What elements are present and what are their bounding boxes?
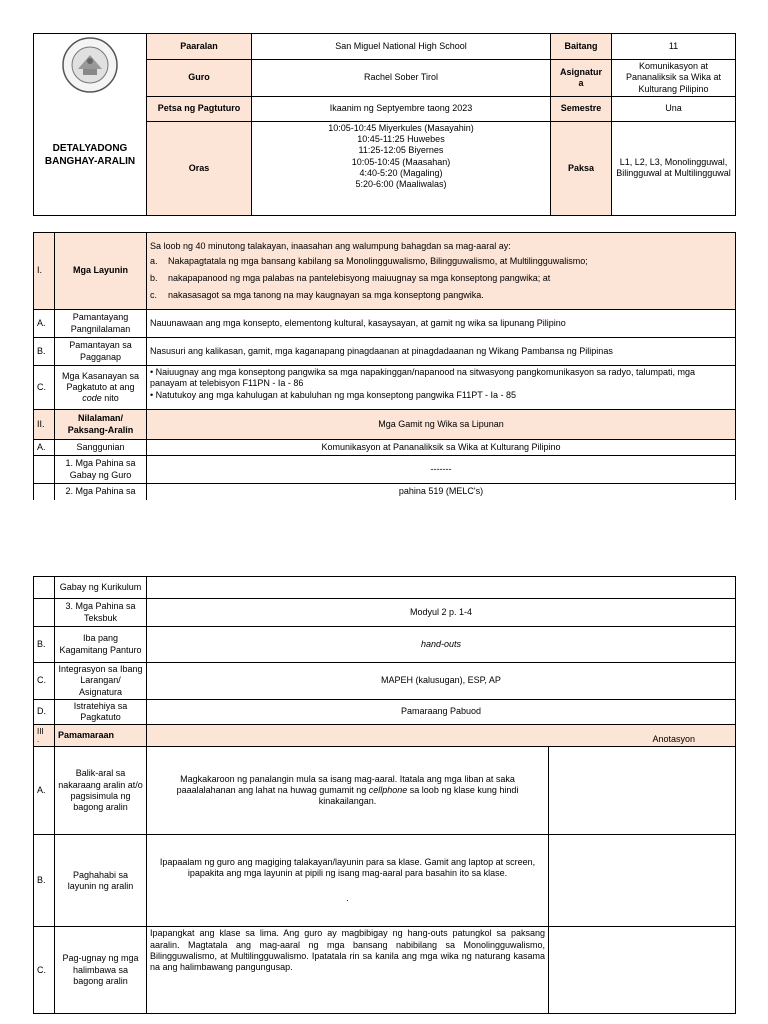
objectives-intro: Sa loob ng 40 minutong talakayan, inaasahan ang walumpung bahagdan sa mag-aaral ay:: [150, 240, 511, 251]
time-label: Oras: [147, 121, 252, 215]
teacher-label: Guro: [147, 60, 252, 97]
lesson-table-page2: [33, 576, 736, 1014]
performance-standard-value: Nasusuri ang kalikasan, gamit, mga kaganapang pinagdaanan at pinagdadaanan ng Wikang Pambansa ng Pilipinas: [147, 338, 736, 366]
deped-seal-icon: [50, 35, 130, 95]
date-label: Petsa ng Pagtuturo: [147, 96, 252, 121]
content-standard-label: Pamantayang Pangnilalaman: [55, 310, 147, 338]
textbook-pages-value: Modyul 2 p. 1-4: [147, 599, 736, 627]
empty-cell: [34, 484, 55, 500]
objectives-label: Mga Layunin: [55, 233, 147, 310]
teacher-guide-pages-value: -------: [147, 456, 736, 484]
date-value: Ikaanim ng Septyembre taong 2023: [252, 96, 551, 121]
content-standard-num: A.: [34, 310, 55, 338]
curriculum-guide-pages-label: 2. Mga Pahina sa: [55, 484, 147, 500]
procedure-num: III .: [34, 725, 55, 747]
performance-standard-label: Pamantayan sa Pagganap: [55, 338, 147, 366]
school-label: Paaralan: [147, 34, 252, 60]
references-value: Komunikasyon at Pananaliksik sa Wika at Kulturang Pilipino: [147, 440, 736, 456]
competency-item: • Naiuugnay ang mga konseptong pangwika sa mga napakinggan/napanood na sitwasyong pangkomunikasyon sa radyo, talumpati, mga panayam at telebisyon F11PN - Ia - 86: [150, 367, 696, 389]
semester-label: Semestre: [551, 96, 612, 121]
review-annotation: [549, 747, 736, 835]
empty-cell: [34, 599, 55, 627]
objectives-num: I.: [34, 233, 55, 310]
lesson-table-page1: [33, 232, 736, 500]
subject-label: Asignatur a: [551, 60, 612, 97]
subject-value: Komunikasyon at Pananaliksik sa Wika at Kulturang Pilipino: [612, 60, 736, 97]
objective-item: b. nakapapanood ng mga palabas na pantelebisyong maiuugnay sa mga konseptong pangwika; at: [150, 273, 551, 283]
purpose-annotation: [549, 835, 736, 927]
deped-seal: [34, 34, 147, 97]
content-label: Nilalaman/ Paksang-Aralin: [55, 410, 147, 440]
semester-value: Una: [612, 96, 736, 121]
grade-label: Baitang: [551, 34, 612, 60]
review-num: A.: [34, 747, 55, 835]
curriculum-guide-value-cont: [147, 577, 736, 599]
purpose-value: Ipapaalam ng guro ang magiging talakayan/layunin para sa klase. Gamit ang laptop at screen, ipapakita ang mga layunin at pipili ng isang mag-aaral para basahin ito sa klase. .: [147, 835, 549, 927]
curriculum-guide-label-cont: Gabay ng Kurikulum: [55, 577, 147, 599]
other-materials-label: Iba pang Kagamitang Panturo: [55, 627, 147, 663]
performance-standard-num: B.: [34, 338, 55, 366]
examples-value: Ipapangkat ang klase sa lima. Ang guro ay magbibigay ng hang-outs patungkol sa paksang aaralin. Magtatala ang mag-aaral ng mga bansang nabibilang sa Monolingguwalismo, Bilingguwalismo, at Multilingguwalismo. Ipatatala rin sa kanila ang mga wika ng naturang kasama na ang halimbawang pangungusap.: [147, 927, 549, 1014]
objective-item: c. nakasasagot sa mga tanong na may kaugnayan sa mga konseptong pangwika.: [150, 290, 484, 301]
topic-label: Paksa: [551, 121, 612, 215]
review-label: Balik-aral sa nakaraang aralin at/o pagsisimula ng bagong aralin: [55, 747, 147, 835]
examples-num: C.: [34, 927, 55, 1014]
purpose-label: Paghahabi sa layunin ng aralin: [55, 835, 147, 927]
content-standard-value: Nauunawaan ang mga konsepto, elementong kultural, kasaysayan, at gamit ng wika sa lipunang Pilipino: [147, 310, 736, 338]
references-label: Sanggunian: [55, 440, 147, 456]
objectives-content: [147, 233, 736, 310]
review-value: Magkakaroon ng panalangin mula sa isang mag-aaral. Itatala ang mga liban at saka paaalalahanan ang lahat na huwag gumamit ng cellphone sa loob ng klase kung hindi kinakailangan.: [147, 747, 549, 835]
competencies-num: C.: [34, 366, 55, 410]
other-materials-num: B.: [34, 627, 55, 663]
school-value: San Miguel National High School: [252, 34, 551, 60]
empty-cell: [34, 456, 55, 484]
annotation-header: Anotasyon: [147, 725, 736, 747]
examples-annotation: [549, 927, 736, 1014]
strategy-label: Istratehiya sa Pagkatuto: [55, 699, 147, 725]
teacher-guide-pages-label: 1. Mga Pahina sa Gabay ng Guro: [55, 456, 147, 484]
competency-item: • Natutukoy ang mga kahulugan at kabuluhan ng mga konseptong pangwika F11PT - Ia - 85: [150, 389, 517, 400]
strategy-num: D.: [34, 699, 55, 725]
content-num: II.: [34, 410, 55, 440]
header-table: [33, 33, 736, 216]
doc-title: DETALYADONG BANGHAY-ARALIN: [34, 96, 147, 215]
integration-num: C.: [34, 663, 55, 700]
time-value: 10:05-10:45 Miyerkules (Masayahin) 10:45-11:25 Huwebes 11:25-12:05 Biyernes 10:05-10:45 (Maasahan) 4:40-5:20 (Magaling) 5:20-6:00 (Maaliwalas): [252, 121, 551, 215]
objective-item: a. Nakapagtatala ng mga bansang kabilang sa Monolingguwalismo, Bilingguwalismo, at Multilingguwalismo;: [150, 255, 588, 266]
integration-value: MAPEH (kalusugan), ESP, AP: [147, 663, 736, 700]
curriculum-guide-pages-value: pahina 519 (MELC's): [147, 484, 736, 500]
competencies-value: [147, 366, 736, 410]
references-num: A.: [34, 440, 55, 456]
strategy-value: Pamaraang Pabuod: [147, 699, 736, 725]
topic-value: L1, L2, L3, Monolingguwal, Bilingguwal at Multilingguwal: [612, 121, 736, 215]
grade-value: 11: [612, 34, 736, 60]
content-value: Mga Gamit ng Wika sa Lipunan: [147, 410, 736, 440]
other-materials-value: hand-outs: [147, 627, 736, 663]
textbook-pages-label: 3. Mga Pahina sa Teksbuk: [55, 599, 147, 627]
empty-cell: [34, 577, 55, 599]
teacher-value: Rachel Sober Tirol: [252, 60, 551, 97]
purpose-num: B.: [34, 835, 55, 927]
objectives-list: [150, 256, 732, 302]
competencies-label: Mga Kasanayan sa Pagkatuto at ang code nito: [55, 366, 147, 410]
integration-label: Integrasyon sa Ibang Larangan/ Asignatura: [55, 663, 147, 700]
procedure-label: Pamamaraan: [55, 725, 147, 747]
examples-label: Pag-ugnay ng mga halimbawa sa bagong aralin: [55, 927, 147, 1014]
